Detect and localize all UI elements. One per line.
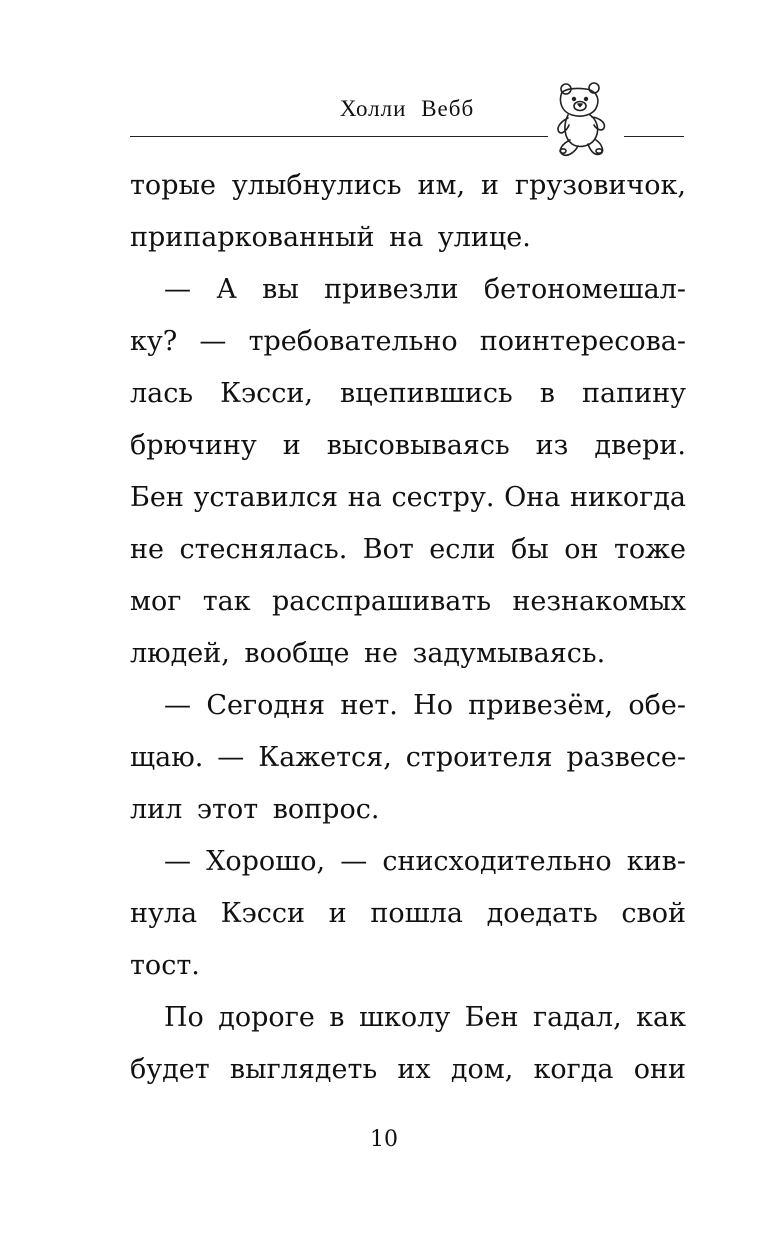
text-line: торые улыбнулись им, и грузовичок,	[130, 170, 686, 201]
paragraph	[130, 992, 686, 1096]
text-line: мог так расспрашивать незнакомых	[130, 586, 686, 617]
text-line: будет выглядеть их дом, когда они	[130, 1054, 686, 1085]
text-line: — А вы привезли бетономешал-	[164, 274, 686, 305]
text-line: — Сегодня нет. Но привезём, обе-	[164, 690, 686, 721]
text-line: щаю. — Кажется, строителя развесе-	[130, 742, 686, 773]
text-line: не стеснялась. Вот если бы он тоже	[130, 534, 686, 565]
body-text	[130, 160, 686, 1096]
header-rule-left	[130, 136, 548, 137]
text-line: людей, вообще не задумываясь.	[130, 638, 606, 669]
header-rule-right	[624, 136, 684, 137]
page-number: 10	[370, 1127, 398, 1152]
teddy-bear-icon	[550, 80, 626, 160]
text-line: лил этот вопрос.	[130, 794, 380, 825]
running-header-author: Холли Вебб	[339, 96, 475, 121]
text-line: лась Кэсси, вцепившись в папину	[130, 378, 686, 409]
text-line: припаркованный на улице.	[130, 222, 531, 253]
text-line: — Хорошо, — снисходительно кив-	[164, 846, 686, 877]
paragraph	[130, 680, 686, 836]
text-line: тост.	[130, 950, 200, 981]
text-line: ку? — требовательно поинтересова-	[130, 326, 686, 357]
text-line: Бен уставился на сестру. Она никогда	[130, 482, 686, 513]
paragraph	[130, 160, 686, 264]
running-header	[130, 80, 684, 160]
paragraph	[130, 836, 686, 992]
text-line: брючину и высовываясь из двери.	[130, 430, 686, 461]
text-line: нула Кэсси и пошла доедать свой	[130, 898, 686, 929]
paragraph	[130, 264, 686, 680]
text-line: По дороге в школу Бен гадал, как	[164, 1002, 686, 1033]
